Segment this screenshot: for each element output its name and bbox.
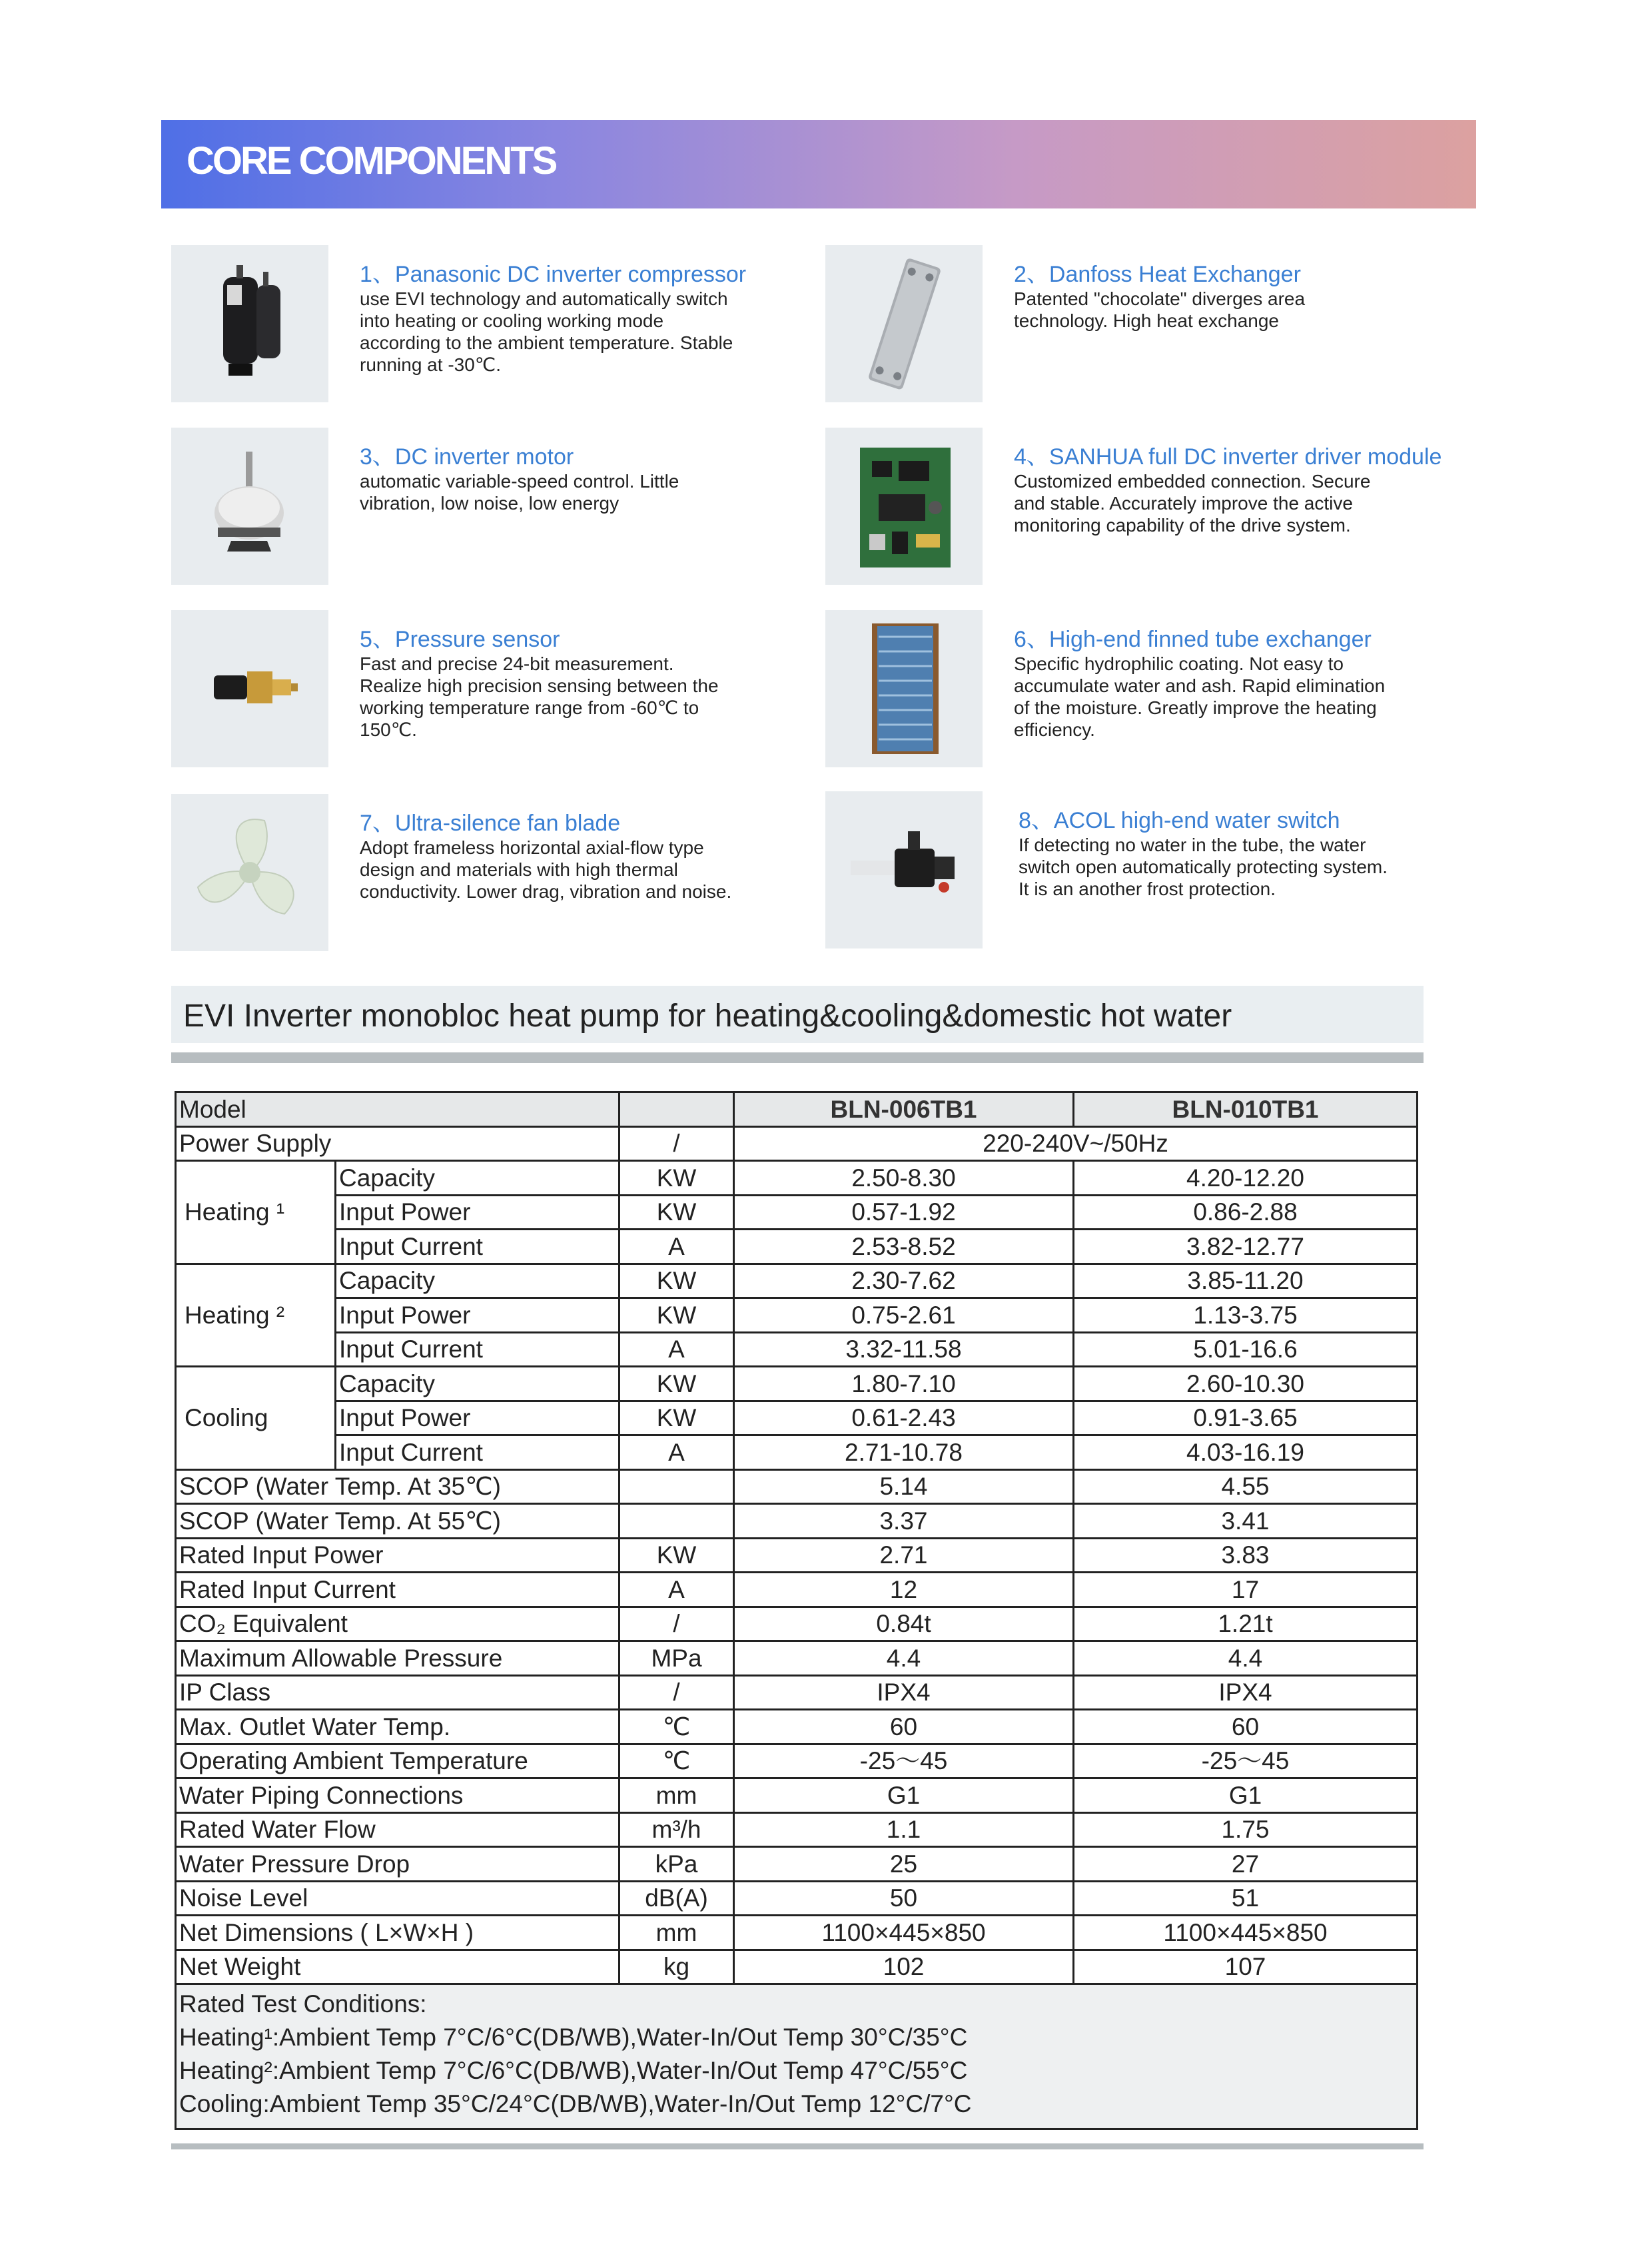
unit-cell: KW [620,1401,734,1435]
table-row [176,1778,1418,1813]
table-row [176,1812,1418,1847]
component-description: automatic variable-speed control. Little vibration, low noise, low energy [360,471,679,514]
value-cell: 4.4 [1074,1641,1418,1676]
unit-cell: KW [620,1367,734,1401]
table-row [176,1607,1418,1641]
row-label: Rated Water Flow [176,1812,620,1847]
spec-title: EVI Inverter monobloc heat pump for heating&cooling&domestic hot water [183,998,1232,1034]
row-label: Max. Outlet Water Temp. [176,1710,620,1744]
component-card [825,428,1465,587]
row-label: IP Class [176,1675,620,1710]
row-label: Input Power [336,1401,620,1435]
value-cell: 2.30-7.62 [734,1264,1074,1298]
row-label: Rated Input Power [176,1538,620,1573]
unit-cell: ℃ [620,1710,734,1744]
page-title: CORE COMPONENTS [187,139,556,183]
table-header-row [176,1092,1418,1127]
unit-cell [620,1504,734,1539]
value-cell: 2.50-8.30 [734,1161,1074,1196]
value-cell: 4.20-12.20 [1074,1161,1418,1196]
row-label: Noise Level [176,1881,620,1916]
table-row [176,1195,1418,1230]
table-row [176,1401,1418,1435]
unit-cell: / [620,1126,734,1161]
spec-table [175,1091,1418,2130]
value-cell: 1.1 [734,1812,1074,1847]
divider [171,1052,1424,1063]
value-cell: IPX4 [734,1675,1074,1710]
unit-cell: KW [620,1298,734,1333]
row-label: Capacity [336,1161,620,1196]
component-card [825,610,1465,770]
component-title: 8、ACOL high-end water switch [1019,808,1340,833]
value-cell: IPX4 [1074,1675,1418,1710]
value-cell: 0.57-1.92 [734,1195,1074,1230]
model-name: BLN-010TB1 [1074,1092,1418,1127]
value-cell: 1.13-3.75 [1074,1298,1418,1333]
value-cell: 102 [734,1950,1074,1984]
value-cell: 220-240V~/50Hz [734,1126,1418,1161]
row-label: Input Current [336,1230,620,1264]
unit-cell [620,1092,734,1127]
component-title: 2、Danfoss Heat Exchanger [1014,262,1301,287]
value-cell: 2.71-10.78 [734,1435,1074,1470]
table-row [176,1264,1418,1298]
unit-cell: MPa [620,1641,734,1676]
table-row [176,1538,1418,1573]
value-cell: 25 [734,1847,1074,1882]
header-banner [161,120,1476,208]
component-card [171,245,811,405]
unit-cell: kg [620,1950,734,1984]
value-cell: 3.83 [1074,1538,1418,1573]
value-cell: 3.85-11.20 [1074,1264,1418,1298]
value-cell: 0.75-2.61 [734,1298,1074,1333]
value-cell: 0.61-2.43 [734,1401,1074,1435]
unit-cell [620,1469,734,1504]
model-label: Model [176,1092,620,1127]
spec-section-title [171,986,1424,1043]
table-row [176,1469,1418,1504]
value-cell: 27 [1074,1847,1418,1882]
component-title: 1、Panasonic DC inverter compressor [360,262,747,287]
component-title: 4、SANHUA full DC inverter driver module [1014,444,1442,470]
group-label: Heating ¹ [176,1161,336,1264]
value-cell: 60 [1074,1710,1418,1744]
component-description: If detecting no water in the tube, the water switch open automatically protecting system. It is an another frost protection. [1019,835,1388,899]
test-conditions [176,1984,1418,2129]
value-cell: 0.86-2.88 [1074,1195,1418,1230]
driver-board-image [825,428,983,585]
row-label: Input Power [336,1298,620,1333]
row-label: Net Dimensions ( L×W×H ) [176,1916,620,1950]
component-title: 6、High-end finned tube exchanger [1014,627,1372,652]
value-cell: G1 [734,1778,1074,1813]
component-description: use EVI technology and automatically switch into heating or cooling working mode according to the ambient temperature. Stable running at -30℃. [360,288,733,375]
value-cell: 107 [1074,1950,1418,1984]
value-cell: 2.60-10.30 [1074,1367,1418,1401]
row-label: SCOP (Water Temp. At 35℃) [176,1469,620,1504]
value-cell: 2.53-8.52 [734,1230,1074,1264]
row-label: Net Weight [176,1950,620,1984]
unit-cell: KW [620,1264,734,1298]
unit-cell: m³/h [620,1812,734,1847]
unit-cell: mm [620,1778,734,1813]
value-cell: 3.41 [1074,1504,1418,1539]
row-label: CO₂ Equivalent [176,1607,620,1641]
table-row [176,1504,1418,1539]
group-label: Cooling [176,1367,336,1470]
note-line: Heating²:Ambient Temp 7°C/6°C(DB/WB),Water-In/Out Temp 47°C/55°C [179,2057,968,2084]
row-label: Water Pressure Drop [176,1847,620,1882]
value-cell: 51 [1074,1881,1418,1916]
note-line: Rated Test Conditions: [179,1990,427,2018]
unit-cell: A [620,1573,734,1607]
unit-cell: A [620,1230,734,1264]
unit-cell: KW [620,1538,734,1573]
row-label: Rated Input Current [176,1573,620,1607]
value-cell: 0.91-3.65 [1074,1401,1418,1435]
component-description: Specific hydrophilic coating. Not easy to accumulate water and ash. Rapid elimination of the moisture. Greatly improve the heating efficiency. [1014,653,1386,740]
value-cell: 4.55 [1074,1469,1418,1504]
component-description: Fast and precise 24-bit measurement. Realize high precision sensing between the working temperature range from -60℃ to 150℃. [360,653,719,740]
table-row [176,1950,1418,1984]
unit-cell: mm [620,1916,734,1950]
component-card [825,791,1465,951]
table-row [176,1298,1418,1333]
table-row [176,1641,1418,1676]
value-cell: 4.4 [734,1641,1074,1676]
value-cell: 4.03-16.19 [1074,1435,1418,1470]
value-cell: 12 [734,1573,1074,1607]
plate-heat-exchanger-image [825,245,983,402]
unit-cell: KW [620,1195,734,1230]
unit-cell: kPa [620,1847,734,1882]
row-label: Input Current [336,1435,620,1470]
group-label: Heating ² [176,1264,336,1367]
unit-cell: A [620,1435,734,1470]
value-cell: -25～45 [734,1744,1074,1778]
value-cell: 3.37 [734,1504,1074,1539]
row-label: Operating Ambient Temperature [176,1744,620,1778]
value-cell: 3.82-12.77 [1074,1230,1418,1264]
row-label: Power Supply [176,1126,620,1161]
value-cell: 50 [734,1881,1074,1916]
value-cell: G1 [1074,1778,1418,1813]
table-row [176,1675,1418,1710]
table-row [176,1916,1418,1950]
table-row [176,1230,1418,1264]
finned-tube-exchanger-image [825,610,983,767]
unit-cell: dB(A) [620,1881,734,1916]
divider [171,2143,1424,2149]
table-row [176,1573,1418,1607]
value-cell: 3.32-11.58 [734,1332,1074,1367]
fan-blade-image [171,794,328,951]
component-card [171,794,811,954]
component-title: 5、Pressure sensor [360,627,560,652]
table-row [176,1744,1418,1778]
value-cell: 5.01-16.6 [1074,1332,1418,1367]
component-card [171,428,811,587]
value-cell: 17 [1074,1573,1418,1607]
table-row [176,1881,1418,1916]
table-row [176,1161,1418,1196]
component-card [825,245,1465,405]
table-row [176,1710,1418,1744]
row-label: Capacity [336,1367,620,1401]
row-label: Input Current [336,1332,620,1367]
value-cell: -25～45 [1074,1744,1418,1778]
value-cell: 60 [734,1710,1074,1744]
component-title: 3、DC inverter motor [360,444,574,470]
value-cell: 1.80-7.10 [734,1367,1074,1401]
unit-cell: ℃ [620,1744,734,1778]
row-label: Capacity [336,1264,620,1298]
table-row [176,1847,1418,1882]
value-cell: 1100×445×850 [734,1916,1074,1950]
table-row [176,1126,1418,1161]
value-cell: 1.21t [1074,1607,1418,1641]
note-line: Heating¹:Ambient Temp 7°C/6°C(DB/WB),Water-In/Out Temp 30°C/35°C [179,2024,968,2051]
unit-cell: A [620,1332,734,1367]
row-label: Input Power [336,1195,620,1230]
water-switch-image [825,791,983,948]
component-title: 7、Ultra-silence fan blade [360,811,621,836]
unit-cell: KW [620,1161,734,1196]
note-line: Cooling:Ambient Temp 35°C/24°C(DB/WB),Water-In/Out Temp 12°C/7°C [179,2090,972,2117]
model-name: BLN-006TB1 [734,1092,1074,1127]
value-cell: 2.71 [734,1538,1074,1573]
fan-motor-image [171,428,328,585]
component-description: Patented "chocolate" diverges area technology. High heat exchange [1014,288,1306,331]
row-label: SCOP (Water Temp. At 55℃) [176,1504,620,1539]
pressure-sensor-image [171,610,328,767]
table-row [176,1367,1418,1401]
row-label: Maximum Allowable Pressure [176,1641,620,1676]
component-description: Adopt frameless horizontal axial-flow type design and materials with high thermal conductivity. Lower drag, vibration and noise. [360,837,732,902]
component-description: Customized embedded connection. Secure and stable. Accurately improve the active monitoring capability of the drive system. [1014,471,1371,536]
table-row [176,1332,1418,1367]
notes-row [176,1984,1418,2129]
unit-cell: / [620,1675,734,1710]
unit-cell: / [620,1607,734,1641]
component-card [171,610,811,770]
value-cell: 0.84t [734,1607,1074,1641]
value-cell: 1.75 [1074,1812,1418,1847]
compressor-image [171,245,328,402]
value-cell: 1100×445×850 [1074,1916,1418,1950]
row-label: Water Piping Connections [176,1778,620,1813]
value-cell: 5.14 [734,1469,1074,1504]
table-row [176,1435,1418,1470]
